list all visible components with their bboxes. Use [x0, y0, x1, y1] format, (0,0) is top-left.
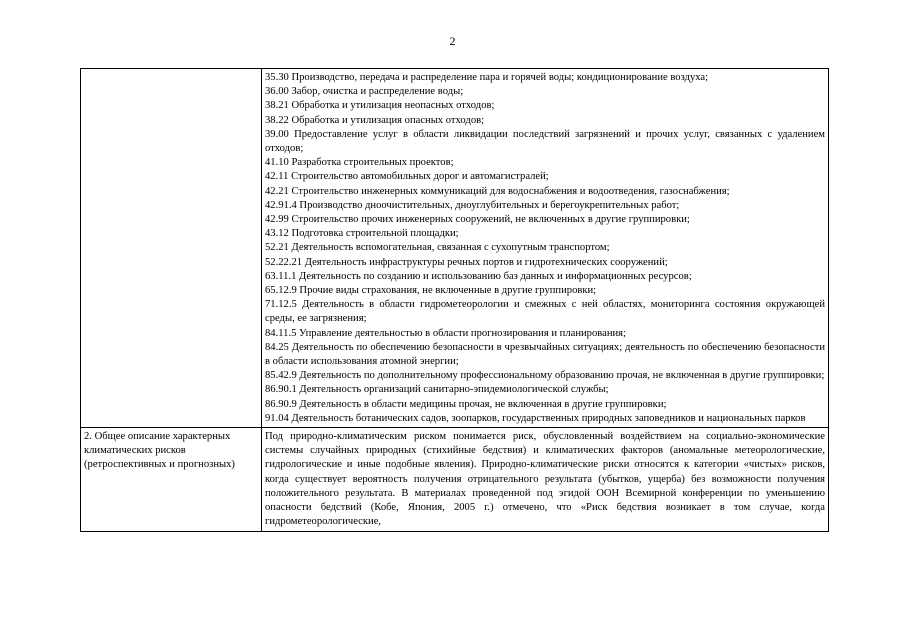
- table-row: [81, 428, 829, 531]
- list-item: 71.12.5 Деятельность в области гидрометеорологии и смежных с ней областях, мониторинга состояния окружающей среды, ее загрязнения;: [265, 299, 825, 325]
- list-item: 84.11.5 Управление деятельностью в области прогнозирования и планирования;: [265, 327, 626, 339]
- list-item: 38.22 Обработка и утилизация опасных отходов;: [265, 114, 485, 126]
- list-item: 91.04 Деятельность ботанических садов, зоопарков, государственных природных заповедников и национальных парков: [265, 412, 806, 424]
- list-item: 43.12 Подготовка строительной площадки;: [265, 228, 459, 240]
- climate-risk-heading-cell: 2. Общее описание характерных климатических рисков (ретроспективных и прогнозных): [81, 428, 262, 531]
- list-item: 38.21 Обработка и утилизация неопасных отходов;: [265, 100, 495, 112]
- list-item: 42.91.4 Производство дноочистительных, дноуглубительных и берегоукрепительных работ;: [265, 199, 680, 211]
- table-row: [81, 69, 829, 428]
- row1-left-cell: [81, 69, 262, 428]
- list-item: 52.21 Деятельность вспомогательная, связанная с сухопутным транспортом;: [265, 242, 610, 254]
- list-item: 41.10 Разработка строительных проектов;: [265, 157, 454, 169]
- list-item: 39.00 Предоставление услуг в области ликвидации последствий загрязнений и прочих услуг, связанных с удалением отходов;: [265, 128, 825, 155]
- list-item: 42.21 Строительство инженерных коммуникаций для водоснабжения и водоотведения, газоснабжения;: [265, 185, 730, 197]
- list-item: 42.11 Строительство автомобильных дорог и автомагистралей;: [265, 171, 549, 183]
- content-table: [80, 68, 829, 532]
- list-item: 85.42.9 Деятельность по дополнительному профессиональному образованию прочая, не включенная в другие группировки;: [265, 370, 825, 382]
- list-item: 36.00 Забор, очистка и распределение воды;: [265, 86, 464, 98]
- list-item: 42.99 Строительство прочих инженерных сооружений, не включенных в другие группировки;: [265, 214, 690, 226]
- list-item: 63.11.1 Деятельность по созданию и использованию баз данных и информационных ресурсов;: [265, 270, 692, 282]
- list-item: 86.90.9 Деятельность в области медицины прочая, не включенная в другие группировки;: [265, 398, 667, 410]
- list-item: 52.22.21 Деятельность инфраструктуры речных портов и гидротехнических сооружений;: [265, 256, 668, 268]
- climate-risk-description-cell: Под природно-климатическим риском понимается риск, обусловленный воздействием на социально-экономические системы случайных природных (стихийные бедствия) и климатических факторов (аномальные метеорологические, гидрологические и иные подобные явления). Природно-климатические риски относятся к категории «чистых» рисков, когда существует вероятность получения отрицательного результата (убытков, ущерба) без возможности получения положительного результата. В материалах проведенной под эгидой ООН Всемирной конференции по уменьшению опасности бедствий (Кобе, Япония, 2005 г.) отмечено, что «Риск бедствия возникает в том случае, когда гидрометеорологические,: [262, 428, 829, 531]
- okved-list-cell: [262, 69, 829, 428]
- list-item: 84.25 Деятельность по обеспечению безопасности в чрезвычайных ситуациях; деятельность по обеспечению безопасности в области использования атомной энергии;: [265, 341, 825, 368]
- list-item: 86.90.1 Деятельность организаций санитарно-эпидемиологической службы;: [265, 384, 609, 396]
- list-item: 35.30 Производство, передача и распределение пара и горячей воды; кондиционирование воздуха;: [265, 72, 709, 83]
- list-item: 65.12.9 Прочие виды страхования, не включенные в другие группировки;: [265, 285, 597, 297]
- page-number: 2: [449, 34, 456, 48]
